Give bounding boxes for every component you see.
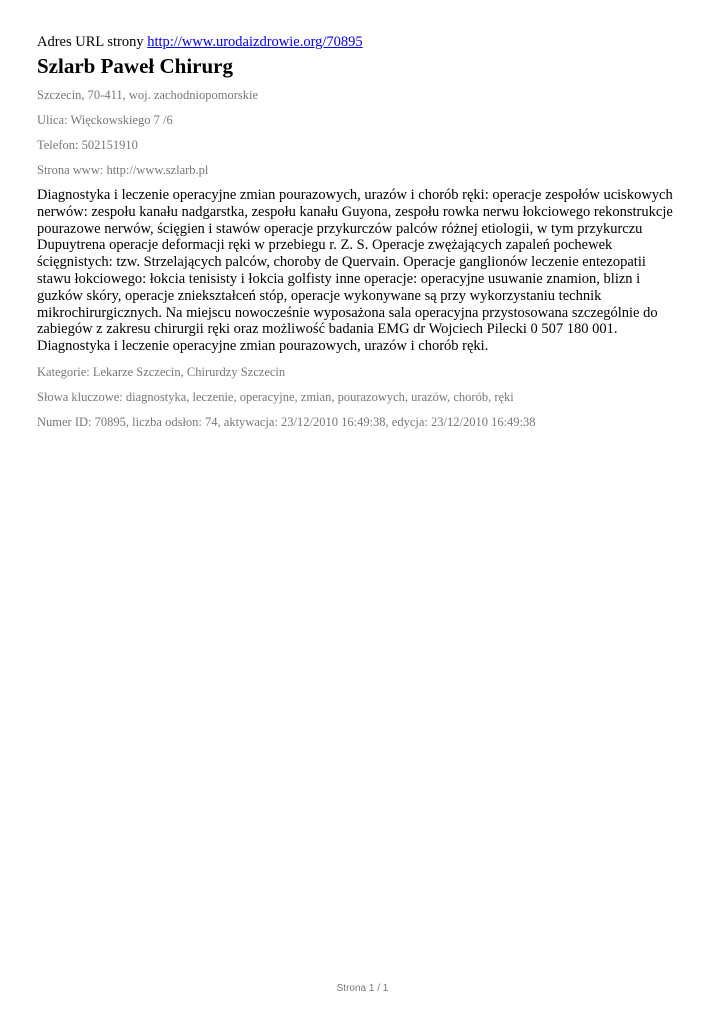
entry-keywords: Słowa kluczowe: diagnostyka, leczenie, operacyjne, zmian, pourazowych, urazów, chorób, ręki bbox=[37, 389, 514, 404]
source-url-line bbox=[37, 32, 687, 52]
entry-record-info: Numer ID: 70895, liczba odsłon: 74, aktywacja: 23/12/2010 16:49:38, edycja: 23/12/2010 16:49:38 bbox=[37, 414, 536, 429]
document-page bbox=[37, 32, 687, 430]
entry-categories: Kategorie: Lekarze Szczecin, Chirurdzy Szczecin bbox=[37, 364, 286, 379]
entry-address: Szczecin, 70-411, woj. zachodniopomorskie bbox=[37, 88, 259, 102]
entry-description: Diagnostyka i leczenie operacyjne zmian pourazowych, urazów i chorób ręki: operacje zespołów uciskowych nerwów: zespołu kanału nadgarstka, zespołu kanału Guyona, zespołu rowka nerwu łokciowego rekonstrukcje pourazowe nerwów, ścięgien i stawów operacje przykurczów palców różnej etiologii, w tym przykurczu Dupuytrena operacje deformacji ręki w przebiegu r. Z. S. Operacje zwężających zapaleń pochewek ścięgnistych: tzw. Strzelających palców, choroby de Quervain. Operacje ganglionów leczenie entezopatii stawu łokciowego: łokcia tenisisty i łokcia golfisty inne operacje: operacyjne usuwanie znamion, blizn i guzków skóry, operacje zniekształceń stóp, operacje wykonywane są przy wykorzystaniu technik mikrochirurgicznych. Na miejscu nowocześnie wyposażona sala operacyjna przystosowana szczególnie do zabiegów z zakresu chirurgii ręki oraz możliwość badania EMG dr Wojciech Pilecki 0 507 180 001. Diagnostyka i leczenie operacyjne zmian pourazowych, urazów i chorób ręki. bbox=[37, 187, 673, 355]
page-number-footer: Strona 1 / 1 bbox=[336, 983, 389, 994]
source-url-link[interactable]: http://www.urodaizdrowie.org/70895 bbox=[147, 34, 363, 50]
source-url-label: Adres URL strony bbox=[37, 34, 144, 50]
entry-website: Strona www: http://www.szlarb.pl bbox=[37, 163, 209, 177]
entry-title: Szlarb Paweł Chirurg bbox=[37, 54, 233, 78]
entry-street: Ulica: Więckowskiego 7 /6 bbox=[37, 113, 173, 127]
entry-phone: Telefon: 502151910 bbox=[37, 138, 138, 152]
